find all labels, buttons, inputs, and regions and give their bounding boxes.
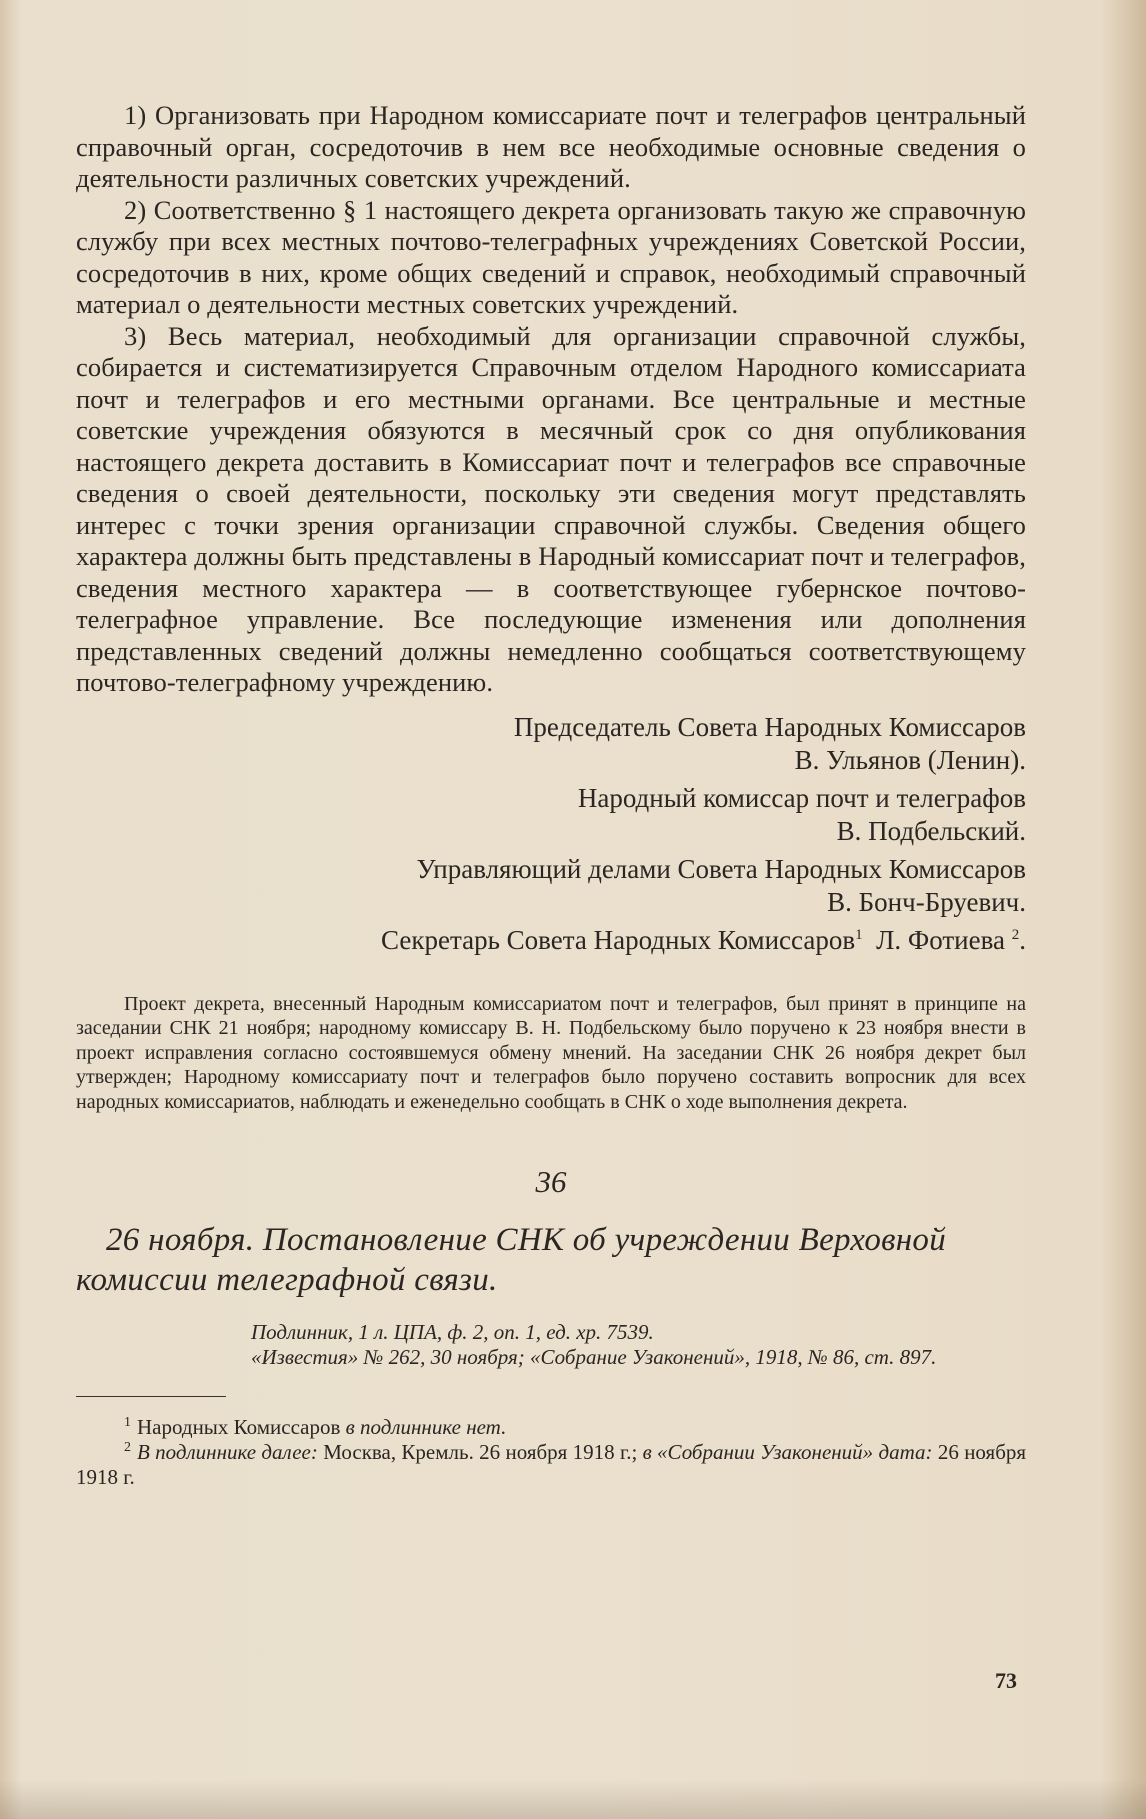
signature-commissar bbox=[76, 782, 1026, 848]
text-column bbox=[76, 100, 1026, 1490]
footnote-2-text-b: 26 ноября 1918 г. bbox=[76, 1440, 1027, 1489]
footnote-1-italic: в подлиннике нет. bbox=[345, 1415, 507, 1439]
footnote-2-italic-a: В подлиннике далее: bbox=[137, 1440, 318, 1464]
signature-manager bbox=[76, 853, 1026, 919]
decree-paragraph-3: 3) Весь материал, необходимый для организации справочной службы, собирается и систематизируется Справочным отделом Народного комиссариата почт и телеграфов и его местными органами. Все центральные и местные советские учреждения обязуются в месячный срок со дня опубликования настоящего декрета доставить в Комиссариат почт и телеграфов все справочные сведения о своей деятельности, поскольку эти сведения могут представлять интерес с точки зрения организации справочной службы. Сведения общего характера должны быть представлены в Народный комиссариат почт и телеграфов, сведения местного характера — в соответствующее губернское почтово-телеграфное управление. Все последующие изменения или дополнения представленных сведений должны немедленно сообщаться соответствующему почтово-телеграфному учреждению. bbox=[76, 320, 1026, 697]
page-number: 73 bbox=[995, 1668, 1017, 1693]
document-number: 36 bbox=[535, 1164, 567, 1199]
secretary-title: Секретарь Совета Народных Комиссаров bbox=[381, 924, 856, 955]
footnote-2-number: 2 bbox=[124, 1440, 131, 1455]
signature-chairman bbox=[76, 711, 1026, 777]
commissar-title: Народный комиссар почт и телеграфов bbox=[577, 782, 1026, 813]
footnotes bbox=[76, 1415, 1026, 1490]
signatures bbox=[76, 711, 1026, 957]
decree-paragraph-1: 1) Организовать при Народном комиссариате почт и телеграфов центральный справочный орган, сосредоточив в нем все необходимые основные сведения о деятельности различных советских учреждений. bbox=[76, 100, 1026, 193]
decree-paragraph-2: 2) Соответственно § 1 настоящего декрета организовать такую же справочную службу при всех местных почтово-телеграфных учреждениях Советской России, сосредоточив в них, кроме общих сведений и справок, необходимый справочный материал о деятельности местных советских учреждений. bbox=[76, 194, 1026, 319]
footnote-2-italic-b: в «Собрании Узаконений» дата: bbox=[642, 1440, 933, 1464]
commissar-name: В. Подбельский. bbox=[836, 815, 1026, 846]
footnote-1-number: 1 bbox=[124, 1415, 131, 1430]
footnote-mark-2[interactable]: 2 bbox=[1011, 926, 1020, 943]
manager-name: В. Бонч-Бруевич. bbox=[827, 886, 1026, 917]
manager-title: Управляющий делами Совета Народных Комиссаров bbox=[416, 853, 1026, 884]
chairman-title: Председатель Совета Народных Комиссаров bbox=[513, 711, 1026, 742]
document-sources bbox=[216, 1320, 1026, 1370]
footnote-divider bbox=[76, 1396, 226, 1397]
signature-secretary bbox=[76, 924, 1026, 957]
footnote-2-text-a: Москва, Кремль. 26 ноября 1918 г.; bbox=[323, 1440, 638, 1464]
secretary-name: Л. Фотиева bbox=[876, 924, 1005, 955]
secretary-end: . bbox=[1019, 924, 1026, 955]
footnote-1-text: Народных Комиссаров bbox=[137, 1415, 341, 1439]
document-title: 26 ноября. Постановление СНК об учреждении Верховной комиссии телеграфной связи. bbox=[76, 1222, 947, 1298]
footnote-mark-1[interactable]: 1 bbox=[855, 926, 863, 943]
chairman-name: В. Ульянов (Ленин). bbox=[794, 744, 1026, 775]
source-original: Подлинник, 1 л. ЦПА, ф. 2, оп. 1, ед. хр. 7539. bbox=[251, 1320, 654, 1344]
editorial-note: Проект декрета, внесенный Народным комиссариатом почт и телеграфов, был принят в принципе на заседании СНК 21 ноября; народному комиссару В. Н. Подбельскому было поручено к 23 ноября внести в проект исправления согласно состоявшемуся обмену мнений. На заседании СНК 26 ноября декрет был утвержден; Народному комиссариату почт и телеграфов было поручено составить вопросник для всех народных комиссариатов, наблюдать и еженедельно сообщать в СНК о ходе выполнения декрета. bbox=[76, 992, 1026, 1113]
footnote-2 bbox=[76, 1440, 1026, 1490]
source-publications: «Известия» № 262, 30 ноября; «Собрание Узаконений», 1918, № 86, ст. 897. bbox=[251, 1345, 937, 1369]
footnote-1 bbox=[76, 1415, 1026, 1440]
